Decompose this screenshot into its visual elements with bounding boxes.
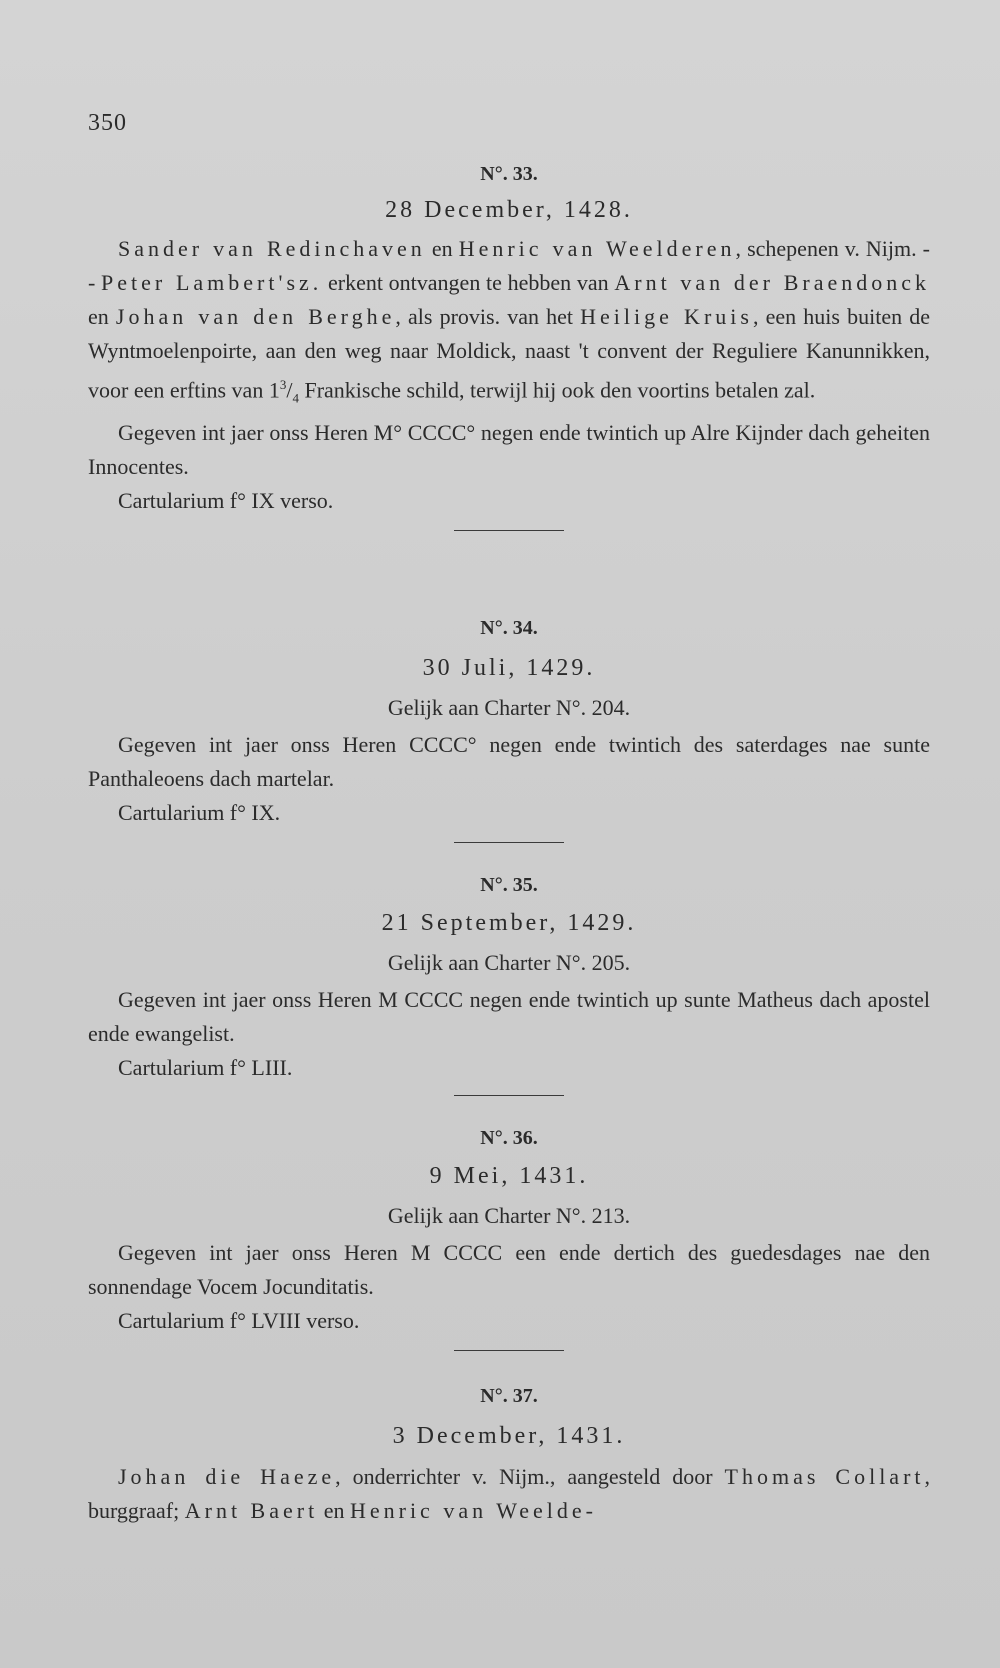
entry-date: 21 September, 1429.: [381, 910, 637, 936]
charter-reference: Gelijk aan Charter N°. 204.: [387, 695, 631, 720]
entry-number: N°. 36.: [480, 1127, 538, 1149]
entry-number: N°. 37.: [480, 1385, 538, 1407]
person-name: Henric van Weelde-: [349, 1498, 597, 1523]
entry-33: [88, 160, 930, 531]
person-name: Arnt van der Braendonck: [614, 270, 931, 295]
person-name: Henric van Weelderen: [458, 236, 736, 261]
institution-name: Heilige Kruis: [580, 304, 753, 329]
date-formula: Gegeven int jaer onss Heren CCCC° negen ende twintich des saterdages nae sunte Panthaleoens dach martelar.: [88, 732, 930, 791]
date-formula: Gegeven int jaer onss Heren M CCCC een ende dertich des guedesdages nae den sonnendage Vocem Jocunditatis.: [88, 1240, 930, 1299]
fraction-numerator: 3: [279, 377, 287, 392]
cartularium-ref: Cartularium f° LVIII verso.: [118, 1308, 360, 1333]
entry-paragraph: Sander van Redinchaven en Henric van Weelderen, schepenen v. Nijm. -- Peter Lambert'sz. erkent ontvangen te hebben van Arnt van der Braendonck en Johan van den Berghe, als provis. van het Heilige Kruis, een huis buiten de Wyntmoelenpoirte, aan den weg naar Moldick, naast 't convent der Reguliere Kanunnikken, voor een erftins van $1^3/_4$ Frankische schild, terwijl hij ook den voortins betalen zal.: [88, 236, 931, 406]
charter-reference: Gelijk aan Charter N°. 205.: [387, 950, 631, 975]
cartularium-ref: Cartularium f° LIII.: [118, 1055, 293, 1080]
entry-number: N°. 35.: [480, 874, 538, 896]
date-formula: Gegeven int jaer onss Heren M CCCC negen ende twintich up sunte Matheus dach apostel ende ewangelist.: [88, 987, 930, 1046]
section-divider: [454, 1095, 564, 1096]
entry-date: 9 Mei, 1431.: [429, 1163, 589, 1189]
entry-paragraph: Johan die Haeze, onderrichter v. Nijm., aangesteld door Thomas Collart, burggraaf; Arnt Baert en Henric van Weelde-: [88, 1464, 931, 1523]
entry-34: [88, 614, 930, 843]
person-name: Arnt Baert: [184, 1498, 319, 1523]
person-name: Peter Lambert'sz.: [101, 270, 323, 295]
date-formula: Gegeven int jaer onss Heren M° CCCC° negen ende twintich up Alre Kijnder dach geheiten Innocentes.: [88, 419, 930, 479]
person-name: Sander van Redinchaven: [118, 236, 426, 261]
section-divider: [454, 1350, 564, 1351]
section-divider: [454, 530, 564, 531]
entry-date: 30 Juli, 1429.: [422, 655, 596, 681]
fraction-denominator: 4: [292, 390, 299, 406]
entry-36: [88, 1124, 930, 1351]
person-name: Thomas Collart: [724, 1464, 925, 1489]
cartularium-ref: Cartularium f° IX verso.: [118, 487, 334, 513]
entry-date: 3 December, 1431.: [392, 1423, 626, 1449]
entry-number: N°. 33.: [480, 163, 538, 185]
page-number: 350: [88, 110, 127, 136]
entry-number: N°. 34.: [480, 617, 538, 639]
entry-35: [88, 871, 930, 1096]
entry-date: 28 December, 1428.: [385, 197, 633, 223]
entry-37: [88, 1382, 930, 1528]
fraction-slash: /: [286, 377, 293, 403]
section-divider: [454, 842, 564, 843]
cartularium-ref: Cartularium f° IX.: [118, 800, 281, 825]
person-name: Johan die Haeze: [118, 1464, 336, 1489]
person-name: Johan van den Berghe: [115, 304, 396, 329]
charter-reference: Gelijk aan Charter N°. 213.: [387, 1203, 631, 1228]
